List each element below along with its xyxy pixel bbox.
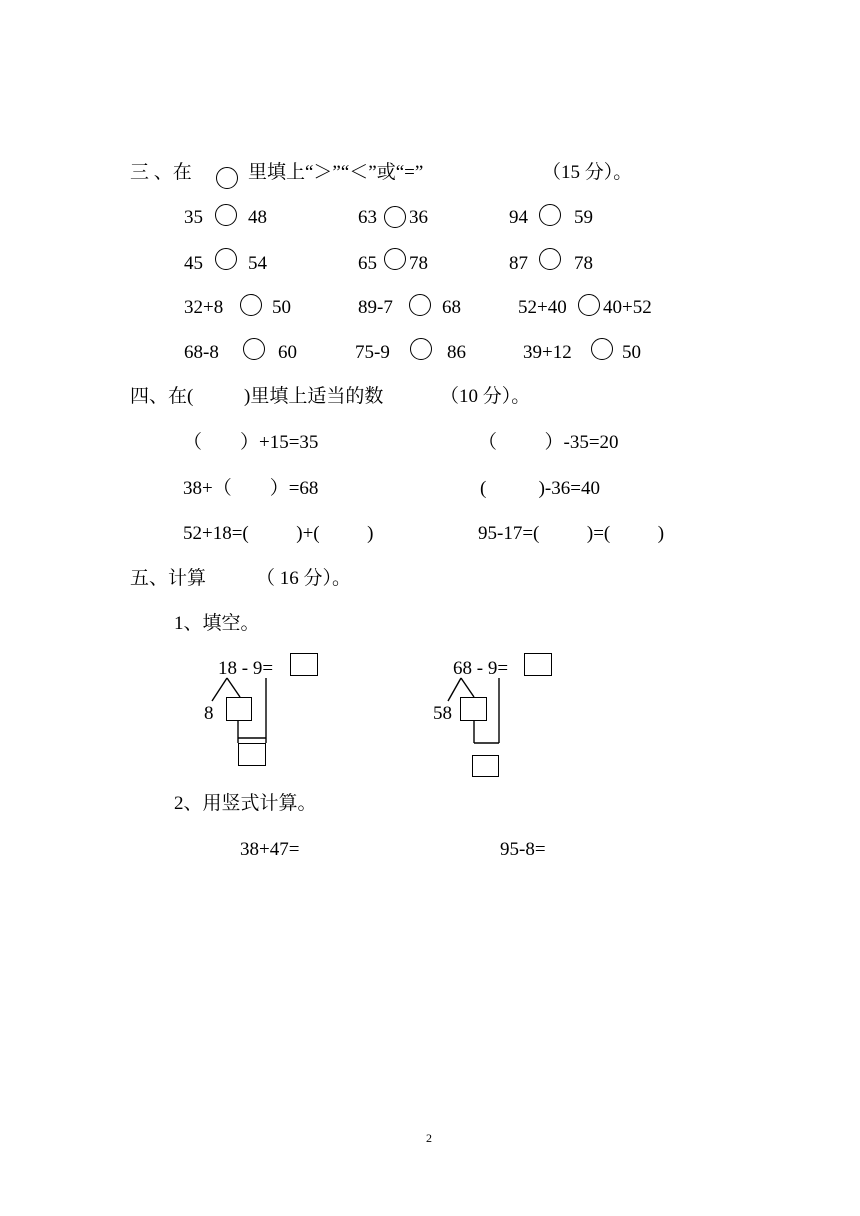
compare-left: 68-8 <box>184 342 219 363</box>
fill-item[interactable]: 38+（ ）=68 <box>183 478 319 499</box>
fill-item[interactable]: （ ）+15=35 <box>183 432 319 453</box>
section4-score: （10 分）。 <box>440 386 531 407</box>
subsection-2-title: 2、用竖式计算。 <box>174 793 317 814</box>
tree2-expression: 68 - 9= <box>453 658 509 679</box>
compare-left: 63 <box>358 207 377 228</box>
compare-left: 52+40 <box>518 297 567 318</box>
tree2-branch-left-line <box>448 678 461 701</box>
fill-item[interactable]: 52+18=( )+( ) <box>183 523 374 544</box>
section3-score: （15 分）。 <box>542 162 633 183</box>
fill-item[interactable]: ( )-36=40 <box>480 478 600 499</box>
compare-right: 50 <box>622 342 641 363</box>
compare-right: 48 <box>248 207 267 228</box>
compare-right: 59 <box>574 207 593 228</box>
compare-right: 68 <box>442 297 461 318</box>
section5-title: 五、计算 <box>130 568 207 589</box>
compare-right: 78 <box>409 253 428 274</box>
section4-title-start: 四、在( <box>130 386 194 407</box>
compare-right: 50 <box>272 297 291 318</box>
fill-item[interactable]: 95-17=( )=( ) <box>478 523 665 544</box>
compare-left: 75-9 <box>355 342 390 363</box>
section4-title-middle: )里填上适当的数 <box>244 386 384 407</box>
compare-right: 40+52 <box>603 297 652 318</box>
compare-left: 65 <box>358 253 377 274</box>
compare-left: 89-7 <box>358 297 393 318</box>
subsection-1-title: 1、填空。 <box>174 613 260 634</box>
section3-title-start: 三 、在 <box>130 162 192 183</box>
compare-right: 78 <box>574 253 593 274</box>
compare-left: 32+8 <box>184 297 224 318</box>
compare-left: 45 <box>184 253 203 274</box>
tree2-branch-number: 58 <box>433 703 452 724</box>
tree1-branch-number: 8 <box>204 703 214 724</box>
tree2-branch-right-line <box>461 678 474 697</box>
tree1-expression: 18 - 9= <box>218 658 274 679</box>
compare-right: 54 <box>248 253 267 274</box>
compare-left: 94 <box>509 207 528 228</box>
section3-title-middle: 里填上“＞”“＜”或“=” <box>248 162 424 183</box>
compare-left: 87 <box>509 253 528 274</box>
fill-item[interactable]: （ ）-35=20 <box>478 432 619 453</box>
tree1-branch-right-line <box>227 678 240 697</box>
tree1-branch-left-line <box>212 678 227 701</box>
section5-score: （ 16 分）。 <box>256 568 352 589</box>
page-number: 2 <box>426 1131 432 1145</box>
compare-right: 36 <box>409 207 428 228</box>
compare-left: 35 <box>184 207 203 228</box>
vertical-calc-2: 95-8= <box>500 839 546 860</box>
compare-right: 86 <box>447 342 466 363</box>
compare-left: 39+12 <box>523 342 572 363</box>
vertical-calc-1: 38+47= <box>240 839 300 860</box>
compare-right: 60 <box>278 342 297 363</box>
